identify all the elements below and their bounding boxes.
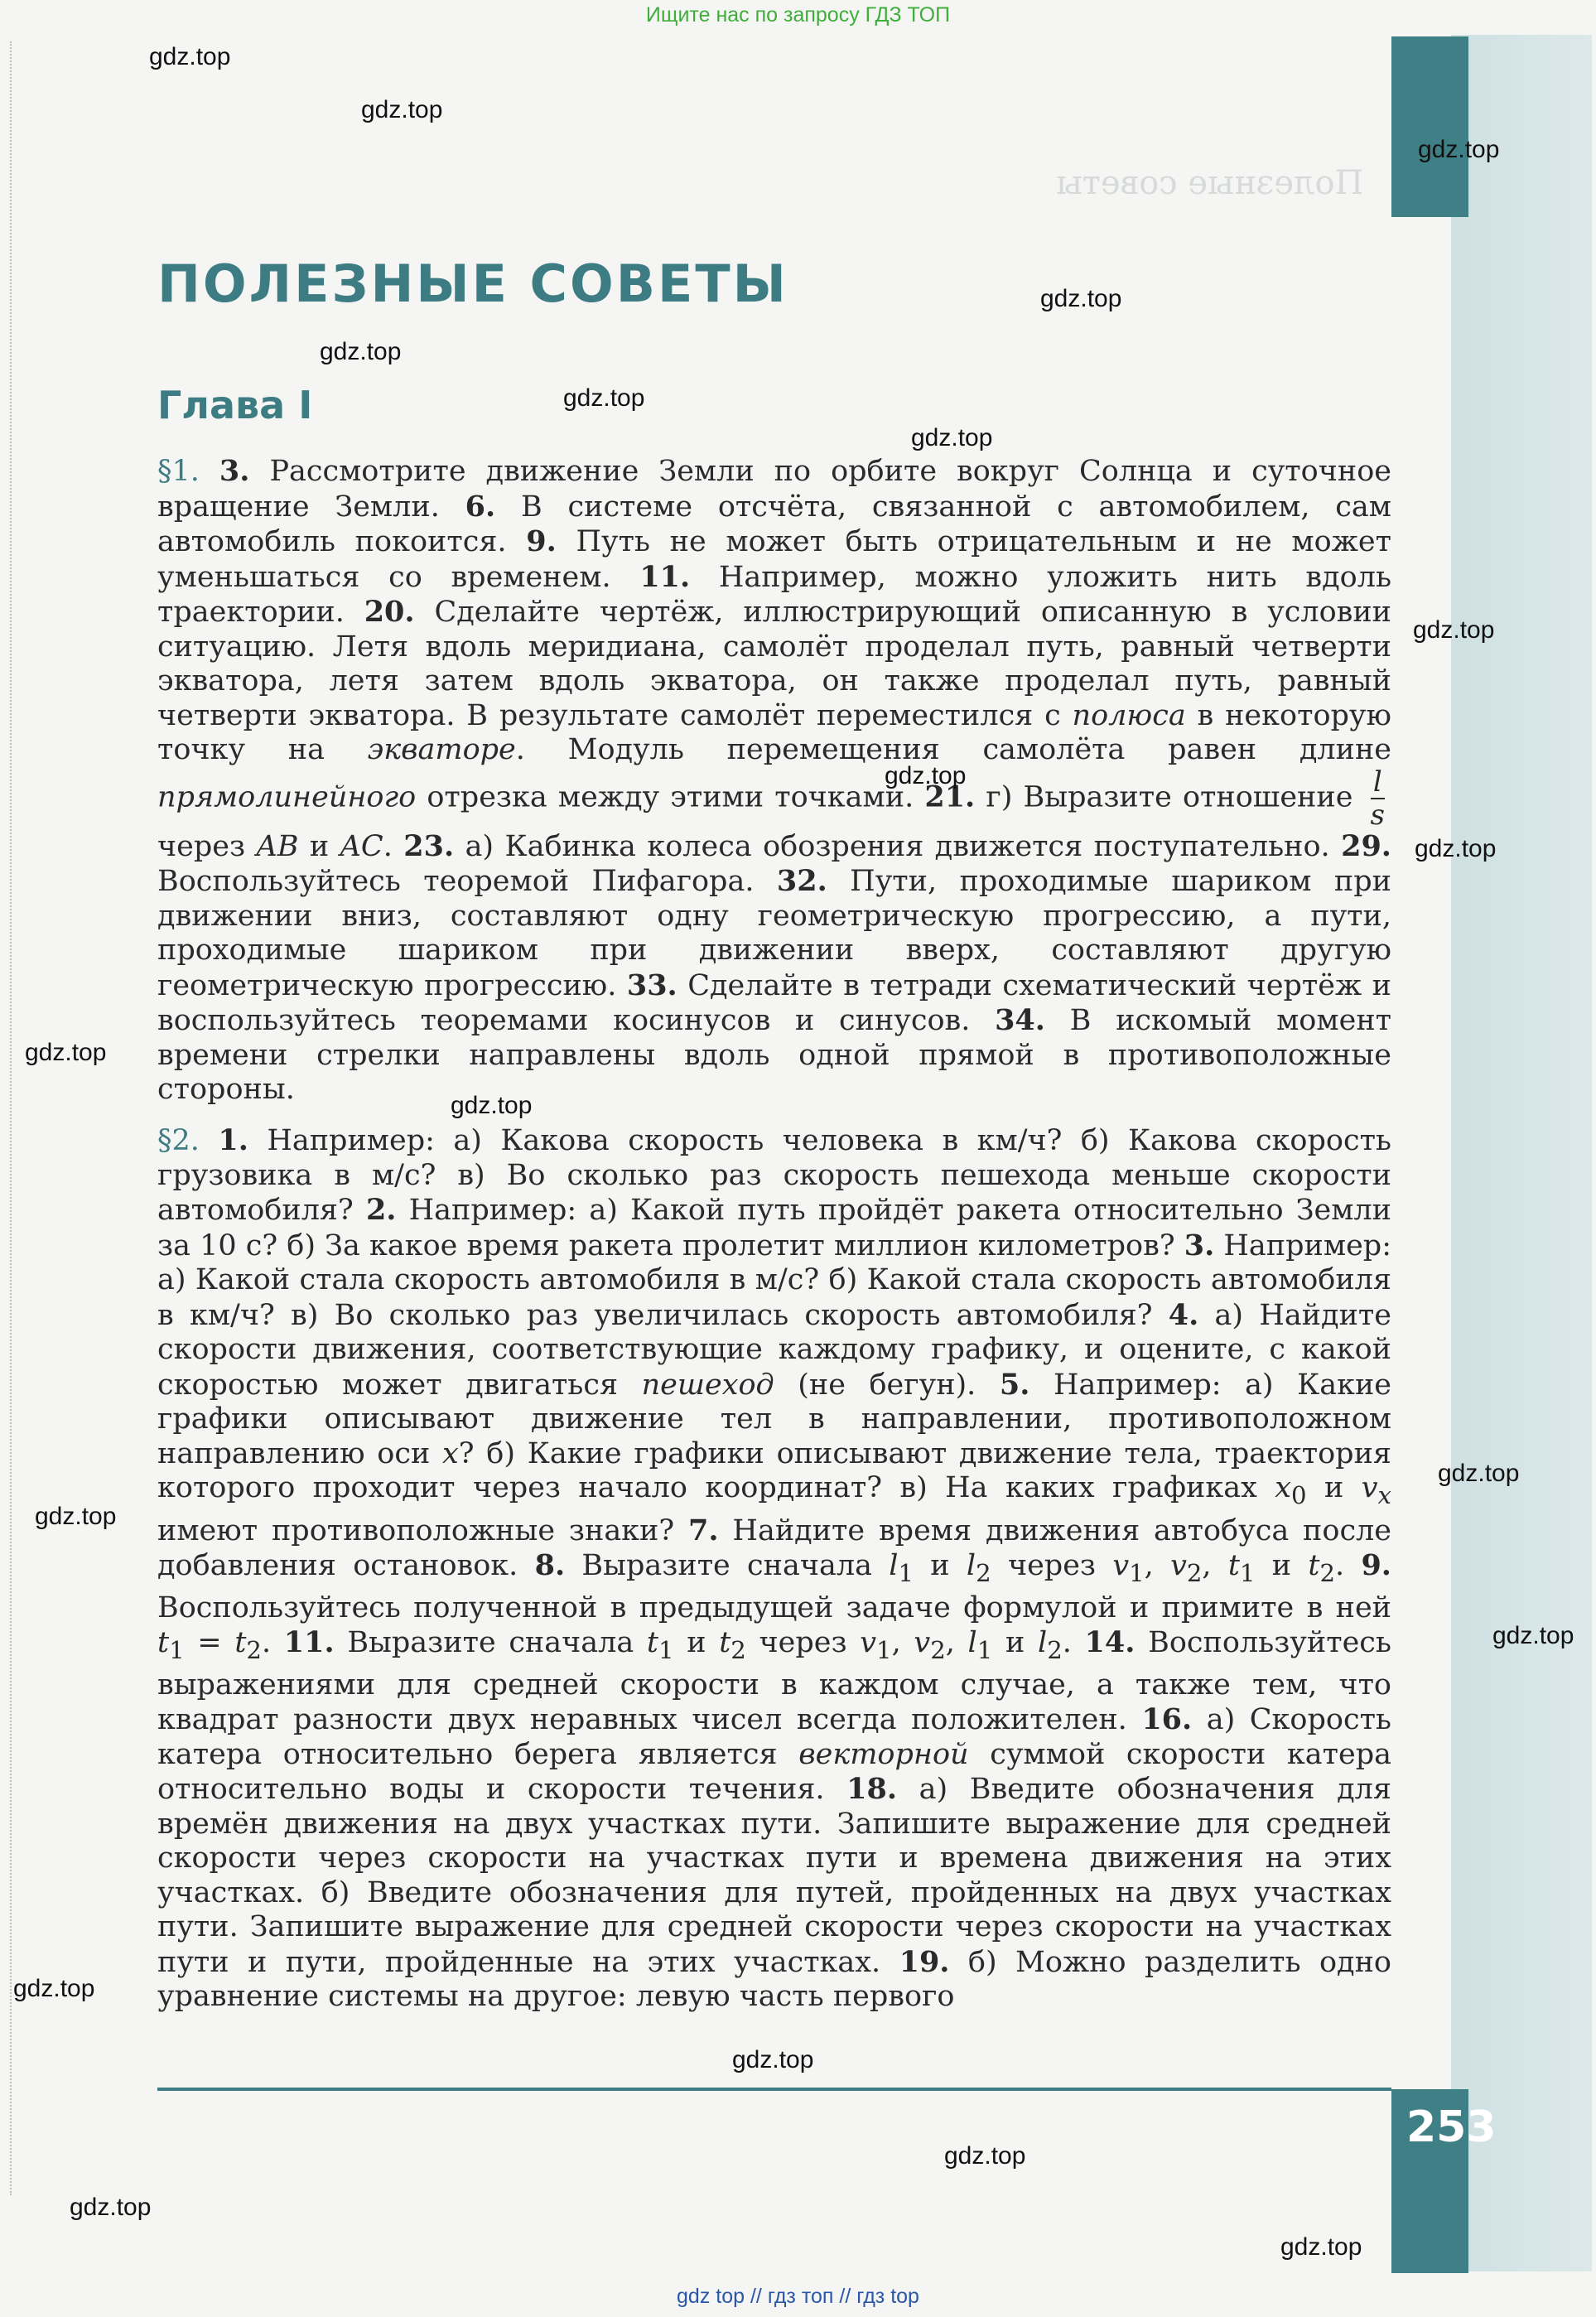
top-banner[interactable]: Ищите нас по запросу ГДЗ ТОП [645, 3, 951, 27]
watermark: gdz.top [451, 1092, 533, 1119]
watermark: gdz.top [1418, 136, 1500, 163]
page-title: ПОЛЕЗНЫЕ СОВЕТЫ [157, 253, 788, 314]
right-margin-band [1451, 35, 1592, 2271]
watermark: gdz.top [732, 2046, 814, 2073]
watermark: gdz.top [320, 338, 402, 365]
watermark: gdz.top [13, 1975, 95, 2002]
watermark: gdz.top [70, 2194, 152, 2221]
watermark: gdz.top [361, 96, 443, 123]
corner-tab-top [1391, 36, 1468, 217]
ghost-header-bleedthrough: Полезные советы [1056, 164, 1364, 202]
watermark: gdz.top [1280, 2233, 1362, 2261]
watermark: gdz.top [1492, 1622, 1574, 1649]
watermark: gdz.top [35, 1503, 117, 1530]
bottom-banner[interactable]: gdz top // гдз топ // гдз top [677, 2285, 919, 2308]
section-1-paragraph: §1. 3. Рассмотрите движение Земли по орбите вокруг Солнца и суточное вращение Земли. 6. В системе отсчёта, связанной с автомобилем, сам автомобиль покоится. 9. Путь не может быть отрицательным и не может уменьшаться со временем. 11. Например, можно уложить нить вдоль траектории. 20. Сделайте чертёж, иллюстрирующий описанную в условии ситуацию. Летя вдоль меридиана, самолёт проделал путь, равный четверти экватора, летя затем вдоль экватора, он также проделал путь, равный четверти экватора. В результате самолёт переместился с полюса в некоторую точку на экваторе. Модуль перемещения самолёта равен длине прямолинейного отрезка между этими точками. 21. г) Выразите отношение $\frac{l}{s}$ через AB и AC. 23. а) Кабинка колеса обозрения движется поступательно. 29. Воспользуйтесь теоремой Пифагора. 32. Пути, проходимые шариком при движении вниз, составляют одну геометрическую прогрессию, а пути, проходимые шариком при движении вверх, составляют другую геометрическую прогрессию. 33. Сделайте в тетради схематический чертёж и воспользуйтесь теоремами косинусов и синусов. 34. В искомый момент времени стрелки направлены вдоль одной прямой в противоположные стороны. [157, 454, 1392, 1106]
section-marker: §2. [157, 1124, 200, 1157]
watermark: gdz.top [25, 1039, 107, 1066]
chapter-heading: Глава I [157, 383, 313, 427]
watermark: gdz.top [1413, 616, 1495, 644]
page-number: 253 [1406, 2102, 1497, 2152]
footer-rule [157, 2088, 1391, 2091]
watermark: gdz.top [944, 2142, 1026, 2170]
watermark: gdz.top [885, 762, 967, 789]
watermark: gdz.top [911, 424, 993, 451]
watermark: gdz.top [563, 384, 645, 412]
section-2-paragraph: §2. 1. Например: а) Какова скорость человека в км/ч? б) Какова скорость грузовика в м/с? в) Во сколько раз скорость пешехода меньше скорости автомобиля? 2. Например: а) Какой путь пройдёт ракета относительно Земли за 10 с? б) За какое время ракета пролетит миллион километров? 3. Например: а) Какой стала скорость автомобиля в м/с? б) Какой стала скорость автомобиля в км/ч? в) Во сколько раз увеличилась скорость автомобиля? 4. а) Найдите скорости движения, соответствующие каждому графику, и оцените, с какой скоростью может двигаться пешеход (не бегун). 5. Например: а) Какие графики описывают движение тел в направлении, противоположном направлению оси x? б) Какие графики описывают движение тела, траектория которого проходит через начало координат? в) На каких графиках $x_0$ и $v_x$ имеют противоположные знаки? 7. Найдите время движения автобуса после добавления остановок. 8. Выразите сначала $l_1$ и $l_2$ через $v_1$, $v_2$, $t_1$ и $t_2$. 9. Воспользуйтесь полученной в предыдущей задаче формулой и примите в ней $t_1 = t_2$. 11. Выразите сначала $t_1$ и $t_2$ через $v_1$, $v_2$, $l_1$ и $l_2$. 14. Воспользуйтесь выражениями для средней скорости в каждом случае, а также тем, что квадрат разности двух неравных чисел всегда положителен. 16. а) Скорость катера относительно берега является векторной суммой скорости катера относительно воды и скорости течения. 18. а) Введите обозначения для времён движения на двух участках пути. Запишите выражение для средней скорости через скорости на участках пути и времена движения на этих участках. б) Введите обозначения для путей, пройденных на двух участках пути. Запишите выражение для средней скорости через скорости на участках пути и пути, пройденные на этих участках. 19. б) Можно разделить одно уравнение системы на другое: левую часть первого [157, 1123, 1392, 2013]
page-left-edge [10, 41, 15, 2195]
watermark: gdz.top [1415, 835, 1497, 862]
watermark: gdz.top [149, 43, 231, 70]
section-marker: §1. [157, 455, 200, 488]
watermark: gdz.top [1438, 1460, 1520, 1487]
watermark: gdz.top [1040, 285, 1122, 312]
fraction-l-over-s: $\frac{l}{s}$ [1370, 765, 1385, 832]
